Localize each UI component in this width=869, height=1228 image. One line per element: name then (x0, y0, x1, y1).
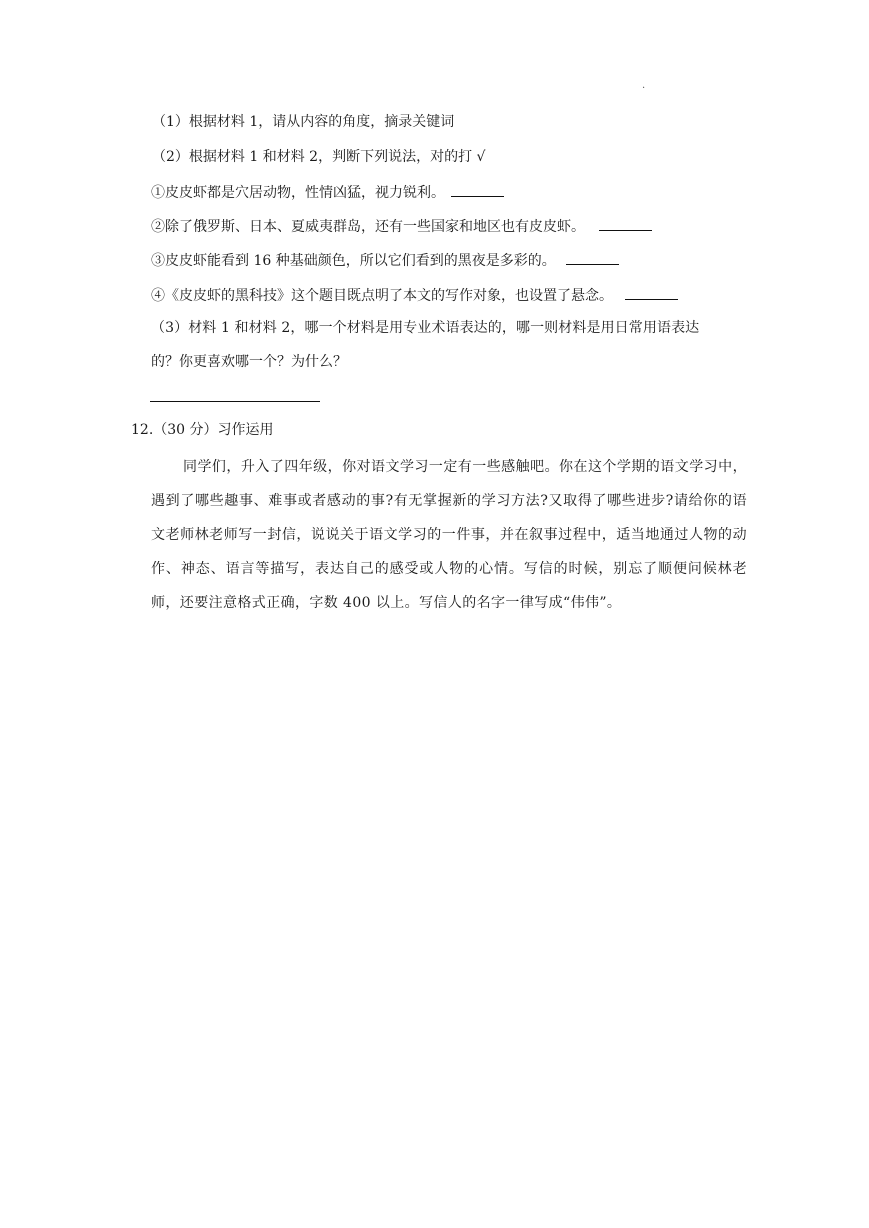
page-mark: . (642, 80, 646, 91)
answer-line[interactable] (150, 401, 320, 402)
q11-sub3-line2: 的？你更喜欢哪一个？为什么？ (151, 354, 347, 370)
answer-blank[interactable] (566, 250, 619, 265)
q11-item-4 (151, 285, 678, 306)
q12-prompt: 同学们，升入了四年级，你对语文学习一定有一些感触吧。你在这个学期的语文学习中，遇到了哪些趣事、难事或者感动的事?有无掌握新的学习方法?又取得了哪些进步?请给你的语文老师林老师写一封信，说说关于语文学习的一件事，并在叙事过程中，适当地通过人物的动作、神态、语言等描写，表达自己的感受或人物的心情。写信的时候，别忘了顺便问候林老师，还要注意格式正确，字数 400 以上。写信人的名字一律写成“伟伟”。 (151, 459, 747, 611)
q11-item-1-text: ①皮皮虾都是穴居动物，性情凶猛，视力锐利。 (151, 185, 445, 201)
q11-sub3-line1: （3）材料 1 和材料 2，哪一个材料是用专业术语表达的，哪一则材料是用日常用语表达 (151, 320, 700, 336)
q11-item-2 (151, 216, 652, 237)
q11-item-4-text: ④《皮皮虾的黑科技》这个题目既点明了本文的写作对象，也设置了悬念。 (151, 288, 613, 304)
q11-sub1: （1）根据材料 1，请从内容的角度，摘录关键词 (152, 114, 455, 130)
q11-item-1 (151, 182, 504, 203)
q11-item-3 (151, 250, 619, 271)
q11-item-2-text: ②除了俄罗斯、日本、夏威夷群岛，还有一些国家和地区也有皮皮虾。 (151, 219, 585, 235)
answer-blank[interactable] (625, 285, 678, 300)
answer-blank[interactable] (599, 216, 652, 231)
q12-heading: 12.（30 分）习作运用 (131, 422, 274, 438)
q11-sub2: （2）根据材料 1 和材料 2，判断下列说法，对的打 √ (152, 149, 486, 165)
q11-item-3-text: ③皮皮虾能看到 16 种基础颜色，所以它们看到的黑夜是多彩的。 (151, 253, 556, 269)
answer-blank[interactable] (451, 182, 504, 197)
